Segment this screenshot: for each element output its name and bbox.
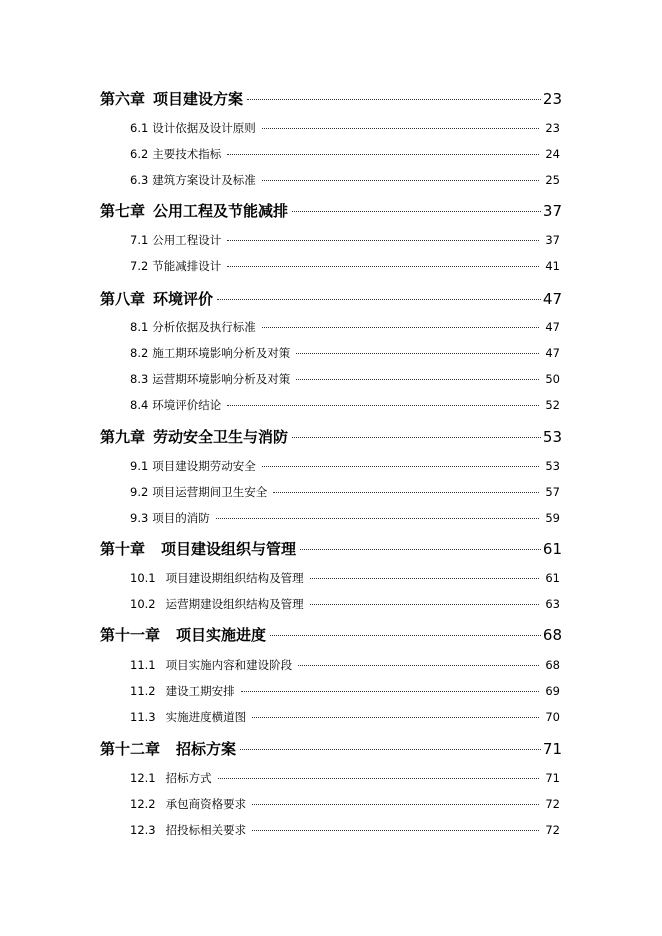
toc-section-entry[interactable] bbox=[100, 709, 562, 727]
toc-entry-label bbox=[100, 624, 266, 645]
toc-entry-label bbox=[100, 796, 246, 812]
toc-dot-leader bbox=[262, 327, 540, 328]
toc-page-number: 61 bbox=[542, 540, 562, 558]
toc-entry-number: 12.2 bbox=[130, 797, 156, 811]
toc-entry-label bbox=[100, 146, 221, 162]
toc-section-entry[interactable] bbox=[100, 770, 562, 788]
toc-entry-label bbox=[100, 510, 210, 526]
toc-entry-title: 招标方案 bbox=[176, 740, 237, 758]
toc-entry-number: 第十二章 bbox=[100, 740, 161, 758]
toc-entry-label bbox=[100, 397, 221, 413]
toc-page-number: 52 bbox=[545, 398, 560, 412]
toc-page-number: 47 bbox=[542, 290, 562, 308]
toc-dot-leader bbox=[296, 379, 539, 380]
toc-page-number: 72 bbox=[545, 823, 560, 837]
toc-entry-title: 项目建设期组织结构及管理 bbox=[165, 571, 304, 585]
toc-entry-title: 建设工期安排 bbox=[165, 684, 235, 698]
toc-chapter-entry[interactable] bbox=[100, 738, 562, 760]
toc-section-entry[interactable] bbox=[100, 822, 562, 840]
toc-section-entry[interactable] bbox=[100, 657, 562, 675]
toc-entry-title: 项目实施内容和建设阶段 bbox=[165, 658, 293, 672]
toc-dot-leader bbox=[292, 211, 541, 212]
toc-entry-number: 8.2 bbox=[130, 346, 149, 360]
toc-entry-label bbox=[100, 570, 304, 586]
toc-page-number: 47 bbox=[545, 346, 560, 360]
toc-entry-number: 11.3 bbox=[130, 710, 156, 724]
toc-entry-title: 分析依据及执行标准 bbox=[152, 320, 256, 334]
toc-dot-leader bbox=[227, 405, 539, 406]
toc-entry-label bbox=[100, 426, 288, 447]
toc-entry-label bbox=[100, 770, 212, 786]
toc-entry-title: 施工期环境影响分析及对策 bbox=[152, 346, 291, 360]
toc-dot-leader bbox=[270, 635, 541, 636]
toc-entry-title: 项目建设期劳动安全 bbox=[152, 459, 256, 473]
toc-entry-label bbox=[100, 200, 288, 221]
toc-section-entry[interactable] bbox=[100, 258, 562, 276]
toc-entry-number: 9.3 bbox=[130, 511, 149, 525]
toc-entry-label bbox=[100, 683, 235, 699]
toc-entry-label bbox=[100, 484, 267, 500]
toc-entry-label bbox=[100, 458, 256, 474]
toc-page-number: 37 bbox=[542, 202, 562, 220]
toc-dot-leader bbox=[218, 778, 540, 779]
toc-entry-title: 项目的消防 bbox=[152, 511, 210, 525]
toc-page-number: 50 bbox=[545, 372, 560, 386]
toc-dot-leader bbox=[298, 665, 539, 666]
toc-entry-number: 7.2 bbox=[130, 259, 149, 273]
toc-chapter-entry[interactable] bbox=[100, 624, 562, 646]
toc-dot-leader bbox=[310, 604, 540, 605]
toc-section-entry[interactable] bbox=[100, 319, 562, 337]
toc-entry-number: 10.2 bbox=[130, 597, 156, 611]
toc-entry-number: 7.1 bbox=[130, 233, 149, 247]
toc-dot-leader bbox=[227, 266, 539, 267]
toc-page-number: 24 bbox=[545, 147, 560, 161]
toc-entry-number: 12.3 bbox=[130, 823, 156, 837]
toc-entry-label bbox=[100, 345, 290, 361]
toc-page-number: 61 bbox=[545, 571, 560, 585]
toc-entry-number: 9.2 bbox=[130, 485, 149, 499]
toc-entry-number: 6.2 bbox=[130, 147, 149, 161]
toc-dot-leader bbox=[273, 492, 539, 493]
toc-entry-number: 12.1 bbox=[130, 771, 156, 785]
toc-dot-leader bbox=[241, 691, 540, 692]
toc-chapter-entry[interactable] bbox=[100, 426, 562, 448]
toc-entry-label bbox=[100, 657, 292, 673]
toc-entry-title: 环境评价 bbox=[153, 290, 214, 308]
toc-section-entry[interactable] bbox=[100, 570, 562, 588]
toc-dot-leader bbox=[240, 749, 541, 750]
toc-page-number: 57 bbox=[545, 485, 560, 499]
toc-dot-leader bbox=[262, 128, 540, 129]
toc-entry-title: 设计依据及设计原则 bbox=[152, 121, 256, 135]
toc-entry-label bbox=[100, 371, 290, 387]
toc-entry-title: 运营期环境影响分析及对策 bbox=[152, 372, 291, 386]
toc-page-number: 41 bbox=[545, 259, 560, 273]
toc-entry-number: 第八章 bbox=[100, 290, 146, 308]
toc-chapter-entry[interactable] bbox=[100, 538, 562, 560]
toc-page-number: 23 bbox=[542, 90, 562, 108]
toc-section-entry[interactable] bbox=[100, 596, 562, 614]
toc-page-number: 70 bbox=[545, 710, 560, 724]
toc-entry-label bbox=[100, 538, 296, 559]
toc-page-number: 68 bbox=[542, 626, 562, 644]
toc-entry-title: 主要技术指标 bbox=[152, 147, 222, 161]
toc-page-number: 37 bbox=[545, 233, 560, 247]
toc-entry-label bbox=[100, 172, 256, 188]
toc-section-entry[interactable] bbox=[100, 397, 562, 415]
toc-page-number: 53 bbox=[545, 459, 560, 473]
toc-entry-number: 第十章 bbox=[100, 540, 146, 558]
toc-dot-leader bbox=[300, 549, 541, 550]
toc-entry-number: 第十一章 bbox=[100, 626, 161, 644]
toc-entry-label bbox=[100, 596, 304, 612]
toc-entry-label bbox=[100, 88, 243, 109]
toc-entry-label bbox=[100, 822, 246, 838]
toc-entry-title: 承包商资格要求 bbox=[165, 797, 247, 811]
toc-entry-number: 8.1 bbox=[130, 320, 149, 334]
toc-dot-leader bbox=[252, 830, 539, 831]
toc-entry-number: 10.1 bbox=[130, 571, 156, 585]
toc-entry-title: 公用工程设计 bbox=[152, 233, 222, 247]
toc-page-number: 63 bbox=[545, 597, 560, 611]
toc-entry-number: 8.3 bbox=[130, 372, 149, 386]
toc-page-number: 71 bbox=[542, 740, 562, 758]
toc-dot-leader bbox=[217, 299, 541, 300]
toc-chapter-entry[interactable] bbox=[100, 88, 562, 110]
toc-entry-title: 建筑方案设计及标准 bbox=[152, 173, 256, 187]
toc-page-number: 47 bbox=[545, 320, 560, 334]
toc-section-entry[interactable] bbox=[100, 683, 562, 701]
toc-dot-leader bbox=[292, 437, 541, 438]
toc-dot-leader bbox=[216, 518, 540, 519]
toc-page-number: 23 bbox=[545, 121, 560, 135]
toc-entry-title: 招标方式 bbox=[165, 771, 212, 785]
toc-entry-label bbox=[100, 738, 236, 759]
toc-dot-leader bbox=[262, 466, 540, 467]
toc-entry-label bbox=[100, 709, 246, 725]
toc-chapter-entry[interactable] bbox=[100, 288, 562, 310]
toc-dot-leader bbox=[262, 180, 540, 181]
toc-entry-label bbox=[100, 120, 256, 136]
toc-entry-number: 9.1 bbox=[130, 459, 149, 473]
toc-section-entry[interactable] bbox=[100, 510, 562, 528]
toc-section-entry[interactable] bbox=[100, 172, 562, 190]
toc-entry-title: 招投标相关要求 bbox=[165, 823, 247, 837]
toc-page-number: 59 bbox=[545, 511, 560, 525]
toc-entry-label bbox=[100, 258, 221, 274]
toc-entry-title: 实施进度横道图 bbox=[165, 710, 247, 724]
toc-entry-number: 第六章 bbox=[100, 90, 146, 108]
toc-dot-leader bbox=[252, 804, 539, 805]
toc-entry-title: 运营期建设组织结构及管理 bbox=[165, 597, 304, 611]
toc-entry-title: 项目建设组织与管理 bbox=[161, 540, 297, 558]
toc-section-entry[interactable] bbox=[100, 796, 562, 814]
toc-entry-title: 项目运营期间卫生安全 bbox=[152, 485, 268, 499]
toc-dot-leader bbox=[247, 99, 541, 100]
toc-page-number: 69 bbox=[545, 684, 560, 698]
toc-page-number: 53 bbox=[542, 428, 562, 446]
toc-entry-number: 6.3 bbox=[130, 173, 149, 187]
toc-section-entry[interactable] bbox=[100, 146, 562, 164]
toc-section-entry[interactable] bbox=[100, 458, 562, 476]
toc-entry-title: 节能减排设计 bbox=[152, 259, 222, 273]
toc-section-entry[interactable] bbox=[100, 232, 562, 250]
toc-entry-title: 项目建设方案 bbox=[153, 90, 244, 108]
toc-section-entry[interactable] bbox=[100, 345, 562, 363]
toc-dot-leader bbox=[252, 717, 539, 718]
toc-page-number: 71 bbox=[545, 771, 560, 785]
toc-chapter-entry[interactable] bbox=[100, 200, 562, 222]
toc-entry-number: 第七章 bbox=[100, 202, 146, 220]
toc-dot-leader bbox=[310, 578, 540, 579]
toc-page-number: 68 bbox=[545, 658, 560, 672]
toc-entry-number: 第九章 bbox=[100, 428, 146, 446]
toc-entry-number: 11.1 bbox=[130, 658, 156, 672]
toc-entry-title: 项目实施进度 bbox=[176, 626, 267, 644]
toc-page-number: 72 bbox=[545, 797, 560, 811]
toc-section-entry[interactable] bbox=[100, 120, 562, 138]
toc-entry-number: 11.2 bbox=[130, 684, 156, 698]
toc-entry-title: 环境评价结论 bbox=[152, 398, 222, 412]
toc-entry-label bbox=[100, 288, 213, 309]
toc-dot-leader bbox=[296, 353, 539, 354]
toc-entry-label bbox=[100, 319, 256, 335]
toc-entry-number: 8.4 bbox=[130, 398, 149, 412]
toc-entry-title: 劳动安全卫生与消防 bbox=[153, 428, 289, 446]
toc-entry-title: 公用工程及节能减排 bbox=[153, 202, 289, 220]
toc-entry-label bbox=[100, 232, 221, 248]
toc-page-number: 25 bbox=[545, 173, 560, 187]
toc-dot-leader bbox=[227, 154, 539, 155]
toc-entry-number: 6.1 bbox=[130, 121, 149, 135]
toc-dot-leader bbox=[227, 240, 539, 241]
toc-section-entry[interactable] bbox=[100, 371, 562, 389]
toc-section-entry[interactable] bbox=[100, 484, 562, 502]
